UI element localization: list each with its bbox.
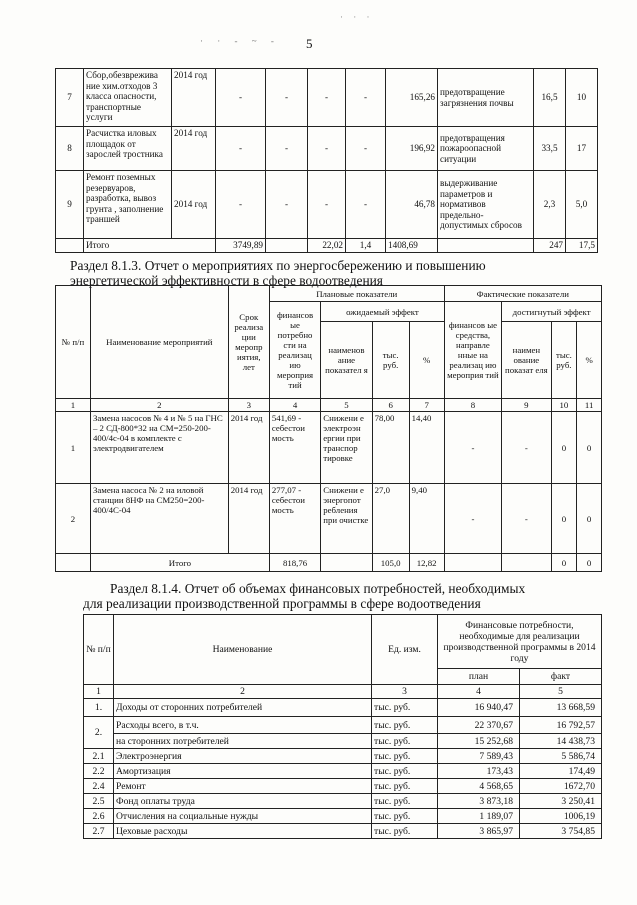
col-number: 9 [502, 399, 551, 412]
header-actual: Фактические показатели [444, 286, 601, 302]
cell: 2,3 [534, 171, 566, 239]
header-eff-pct: % [409, 322, 444, 399]
row-unit: тыс. руб. [372, 764, 438, 779]
cell: - [266, 127, 308, 171]
cell: 0 [551, 412, 577, 484]
scan-noise: · · · [340, 12, 374, 22]
col-number: 3 [228, 399, 269, 412]
effect: выдерживание параметров и нормативов предельно-допустимых сбросов [438, 171, 534, 239]
row-fact: 3 754,85 [520, 824, 602, 839]
event-name: Расчистка иловых площадок от зарослей тростника [84, 127, 172, 171]
cell: 10 [566, 69, 598, 127]
header-ach-name: наимен ование показат еля [502, 322, 551, 399]
measure-effect: Снижени е электроэн ергии при транспор тировке [321, 412, 372, 484]
row-number: 2.6 [84, 809, 114, 824]
cell: 78,00 [372, 412, 409, 484]
col-number: 8 [444, 399, 502, 412]
cell: 33,5 [534, 127, 566, 171]
cell: - [346, 127, 386, 171]
measure-term: 2014 год [228, 412, 269, 484]
table-row [84, 794, 602, 809]
row-name: на сторонних потребителей [114, 734, 372, 749]
row-name: Отчисления на социальные нужды [114, 809, 372, 824]
section-title: Раздел 8.1.3. Отчет о мероприятиях по энергосбережению и повышению [70, 258, 486, 273]
row-plan: 173,43 [438, 764, 520, 779]
row-fact: 174,49 [520, 764, 602, 779]
header-num: № п/п [84, 615, 114, 685]
header-eff-name: наименов ание показател я [321, 322, 372, 399]
cell: 27,0 [372, 484, 409, 554]
row-unit: тыс. руб. [372, 717, 438, 734]
column-numbers-row [84, 685, 602, 699]
row-name: Цеховые расходы [114, 824, 372, 839]
table-row [84, 699, 602, 717]
events-table-continuation [55, 68, 598, 253]
cell: 22,02 [308, 239, 346, 253]
cell [444, 554, 502, 572]
row-unit: тыс. руб. [372, 794, 438, 809]
event-year: 2014 год [172, 69, 216, 127]
measure-effect: Снижени е энергопот ребления при очистке [321, 484, 372, 554]
row-unit: тыс. руб. [372, 824, 438, 839]
cell: - [308, 69, 346, 127]
cell: 1,4 [346, 239, 386, 253]
table-row [84, 824, 602, 839]
header-eff-val: тыс. руб. [372, 322, 409, 399]
table-row [56, 171, 598, 239]
table-row [56, 127, 598, 171]
cell: 0 [551, 554, 577, 572]
row-number: 2.2 [84, 764, 114, 779]
cell [266, 239, 308, 253]
col-number: 5 [520, 685, 602, 699]
row-number: 1. [84, 699, 114, 717]
event-year: 2014 год [172, 127, 216, 171]
cell: 0 [577, 484, 602, 554]
section-title: Раздел 8.1.4. Отчет об объемах финансовых потребностей, необходимых [110, 581, 526, 596]
total-row [56, 554, 602, 572]
row-name: Доходы от сторонних потребителей [114, 699, 372, 717]
event-year: 2014 год [172, 171, 216, 239]
col-number: 1 [84, 685, 114, 699]
row-name: Амортизация [114, 764, 372, 779]
table-row [84, 764, 602, 779]
header-row [56, 286, 602, 302]
cell: - [266, 171, 308, 239]
total-amount: 1408,69 [386, 239, 438, 253]
header-num: № п/п [56, 286, 91, 399]
row-unit: тыс. руб. [372, 749, 438, 764]
header-fact: факт [520, 669, 602, 685]
col-number: 2 [114, 685, 372, 699]
col-number: 4 [438, 685, 520, 699]
scan-noise: · · - ~ - [200, 36, 280, 46]
col-number: 7 [409, 399, 444, 412]
row-unit: тыс. руб. [372, 699, 438, 717]
cell: 3749,89 [216, 239, 266, 253]
row-name: Расходы всего, в т.ч. [114, 717, 372, 734]
header-achieved: достигнутый эффект [502, 302, 602, 322]
table-row [84, 779, 602, 794]
row-number: 2.5 [84, 794, 114, 809]
row-fact: 16 792,57 [520, 717, 602, 734]
row-unit: тыс. руб. [372, 779, 438, 794]
event-name: Сбор,обезврежива ние хим.отходов 3 класса опасности, транспортные услуги [84, 69, 172, 127]
table-row [84, 717, 602, 734]
measure-name: Замена насосов № 4 и № 5 на ГНС – 2 СД-800*32 на СМ=250-200-400/4с-04 в комплекте с электродвигателем [90, 412, 228, 484]
col-number: 1 [56, 399, 91, 412]
row-name: Ремонт [114, 779, 372, 794]
cell: - [216, 127, 266, 171]
col-number: 5 [321, 399, 372, 412]
cell [321, 554, 372, 572]
row-plan: 4 568,65 [438, 779, 520, 794]
col-number: 4 [269, 399, 320, 412]
header-row [84, 615, 602, 669]
cell: - [502, 484, 551, 554]
row-plan: 7 589,43 [438, 749, 520, 764]
header-fin-fact: финансов ые средства, направле нные на реализац ию мероприя тий [444, 302, 502, 399]
header-fin: Финансовые потребности, необходимые для реализации производственной программы в 2014 году [438, 615, 602, 669]
col-number: 3 [372, 685, 438, 699]
header-name: Наименование [114, 615, 372, 685]
cell: 12,82 [409, 554, 444, 572]
cell [56, 239, 84, 253]
cell [56, 554, 91, 572]
row-plan: 15 252,68 [438, 734, 520, 749]
energy-saving-table [55, 285, 602, 572]
section-subtitle: для реализации производственной программы в сфере водоотведения [83, 596, 481, 611]
row-unit: тыс. руб. [372, 809, 438, 824]
cell: 5,0 [566, 171, 598, 239]
cell: 247 [534, 239, 566, 253]
row-number: 2.7 [84, 824, 114, 839]
cell: - [216, 171, 266, 239]
table-row [84, 734, 602, 749]
row-name: Фонд оплаты труда [114, 794, 372, 809]
row-fact: 5 586,74 [520, 749, 602, 764]
column-numbers-row [56, 399, 602, 412]
measure-fin: 541,69 - себестои мость [269, 412, 320, 484]
cell: - [266, 69, 308, 127]
row-fact: 3 250,41 [520, 794, 602, 809]
total-row [56, 239, 598, 253]
cell: - [444, 484, 502, 554]
page-number: 5 [306, 36, 313, 51]
header-ach-pct: % [577, 322, 602, 399]
table-row [56, 412, 602, 484]
cell: - [502, 412, 551, 484]
col-number: 2 [90, 399, 228, 412]
cell: 0 [551, 484, 577, 554]
cell: - [308, 171, 346, 239]
cell: - [216, 69, 266, 127]
table-row [56, 69, 598, 127]
row-plan: 16 940,47 [438, 699, 520, 717]
cell: 0 [577, 412, 602, 484]
row-plan: 3 873,18 [438, 794, 520, 809]
measure-fin: 277,07 - себестои мость [269, 484, 320, 554]
cell: 16,5 [534, 69, 566, 127]
col-number: 6 [372, 399, 409, 412]
header-unit: Ед. изм. [372, 615, 438, 685]
cell: 17,5 [566, 239, 598, 253]
measure-name: Замена насоса № 2 на иловой станции 8НФ на СМ250=200-400/4С-04 [90, 484, 228, 554]
cell [502, 554, 551, 572]
col-number: 11 [577, 399, 602, 412]
amount: 46,78 [386, 171, 438, 239]
row-fact: 1672,70 [520, 779, 602, 794]
row-unit: тыс. руб. [372, 734, 438, 749]
row-number: 2. [84, 717, 114, 749]
financial-needs-table [83, 614, 602, 839]
effect: предотвращения пожароопасной ситуации [438, 127, 534, 171]
header-planned: Плановые показатели [269, 286, 444, 302]
col-number: 10 [551, 399, 577, 412]
cell: 0 [577, 554, 602, 572]
row-fact: 1006,19 [520, 809, 602, 824]
cell: - [308, 127, 346, 171]
total-fin: 818,76 [269, 554, 320, 572]
row-number: 8 [56, 127, 84, 171]
header-ach-val: тыс. руб. [551, 322, 577, 399]
cell: - [444, 412, 502, 484]
header-term: Срок реализа ции меропр иятия, лет [228, 286, 269, 399]
cell: 105,0 [372, 554, 409, 572]
row-number: 2.4 [84, 779, 114, 794]
event-name: Ремонт поземных резервуаров, разработка, вывоз грунта , заполнение траншей [84, 171, 172, 239]
row-fact: 13 668,59 [520, 699, 602, 717]
section-subtitle: энергетической эффективности в сфере водоотведения [70, 273, 383, 288]
row-number: 2 [56, 484, 91, 554]
header-plan: план [438, 669, 520, 685]
cell: - [346, 69, 386, 127]
row-number: 9 [56, 171, 84, 239]
table-row [84, 749, 602, 764]
effect: предотвращение загрязнения почвы [438, 69, 534, 127]
row-number: 7 [56, 69, 84, 127]
table-row [84, 809, 602, 824]
cell: 17 [566, 127, 598, 171]
cell: 14,40 [409, 412, 444, 484]
header-expected: ожидаемый эффект [321, 302, 444, 322]
amount: 196,92 [386, 127, 438, 171]
row-number: 2.1 [84, 749, 114, 764]
amount: 165,26 [386, 69, 438, 127]
measure-term: 2014 год [228, 484, 269, 554]
row-plan: 22 370,67 [438, 717, 520, 734]
cell: 9,40 [409, 484, 444, 554]
total-label: Итого [84, 239, 216, 253]
cell: - [346, 171, 386, 239]
row-number: 1 [56, 412, 91, 484]
row-fact: 14 438,73 [520, 734, 602, 749]
header-name: Наименование мероприятий [90, 286, 228, 399]
cell [438, 239, 534, 253]
row-name: Электроэнергия [114, 749, 372, 764]
header-fin-plan: финансов ые потребно сти на реализац ию мероприя тий [269, 302, 320, 399]
row-plan: 3 865,97 [438, 824, 520, 839]
row-plan: 1 189,07 [438, 809, 520, 824]
total-label: Итого [90, 554, 269, 572]
table-row [56, 484, 602, 554]
